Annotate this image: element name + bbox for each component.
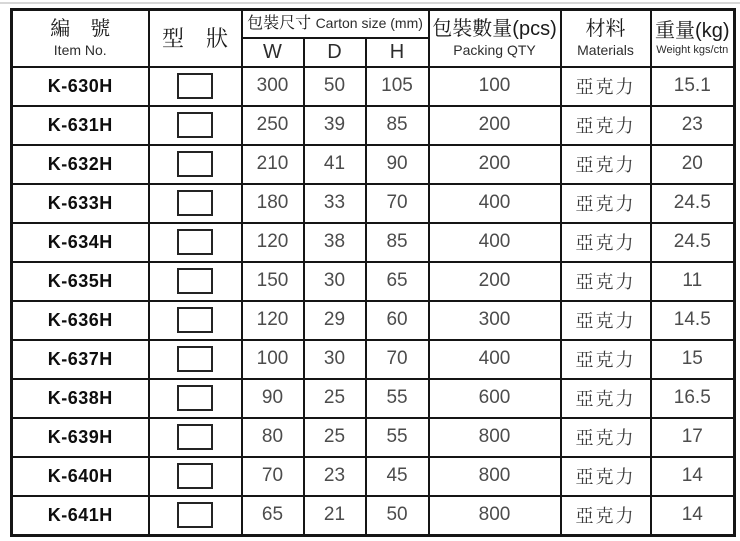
table-row [12,379,735,418]
carton-width-cell: 210 [242,145,304,184]
weight-cell: 14 [651,457,735,496]
rectangle-shape-icon [177,229,213,255]
packing-qty-cell: 400 [429,223,561,262]
carton-height-cell: 50 [366,496,429,536]
rectangle-shape-icon [177,268,213,294]
shape-cell [149,379,242,418]
table-row [12,340,735,379]
material-cell: 亞克力 [561,145,651,184]
shape-cell [149,418,242,457]
packing-qty-cell: 200 [429,145,561,184]
carton-height-cell: 55 [366,418,429,457]
rectangle-shape-icon [177,190,213,216]
packing-qty-cell: 400 [429,184,561,223]
shape-cell [149,496,242,536]
shape-cell [149,184,242,223]
col-header-materials-zh: 材料 [585,18,626,41]
col-header-item-no [12,10,149,67]
table-row [12,262,735,301]
col-header-packing-qty-zh: 包裝數量(pcs) [432,18,557,41]
packing-qty-cell: 400 [429,340,561,379]
item-no-cell: K-636H [12,301,149,340]
carton-width-cell: 150 [242,262,304,301]
carton-width-cell: 120 [242,301,304,340]
carton-depth-cell: 25 [304,418,366,457]
table-row [12,223,735,262]
carton-width-cell: 100 [242,340,304,379]
material-cell: 亞克力 [561,106,651,145]
col-header-shape-zh: 型 狀 [161,25,228,51]
col-header-weight-en: Weight kgs/ctn [656,43,729,56]
carton-depth-cell: 50 [304,67,366,106]
weight-cell: 15.1 [651,67,735,106]
col-header-weight-zh: 重量(kg) [655,19,730,42]
carton-height-cell: 85 [366,106,429,145]
carton-width-cell: 65 [242,496,304,536]
packing-qty-cell: 100 [429,67,561,106]
col-header-packing-qty [429,10,561,67]
weight-cell: 17 [651,418,735,457]
col-header-packing-qty-en: Packing QTY [453,42,536,59]
material-cell: 亞克力 [561,262,651,301]
packing-qty-cell: 800 [429,457,561,496]
item-no-cell: K-639H [12,418,149,457]
material-cell: 亞克力 [561,184,651,223]
col-header-width: W [242,38,304,67]
packing-qty-cell: 200 [429,106,561,145]
carton-width-cell: 90 [242,379,304,418]
col-header-materials [561,10,651,67]
material-cell: 亞克力 [561,67,651,106]
carton-depth-cell: 38 [304,223,366,262]
table-row [12,106,735,145]
item-no-cell: K-630H [12,67,149,106]
col-header-weight [651,10,735,67]
carton-height-cell: 60 [366,301,429,340]
shape-cell [149,301,242,340]
shape-cell [149,106,242,145]
weight-cell: 20 [651,145,735,184]
table-row [12,418,735,457]
shape-cell [149,340,242,379]
weight-cell: 14 [651,496,735,536]
item-no-cell: K-634H [12,223,149,262]
table-row [12,67,735,106]
shape-cell [149,457,242,496]
rectangle-shape-icon [177,463,213,489]
weight-cell: 24.5 [651,184,735,223]
carton-depth-cell: 29 [304,301,366,340]
carton-height-cell: 90 [366,145,429,184]
scan-artifact-line [0,2,740,4]
carton-width-cell: 250 [242,106,304,145]
packing-qty-cell: 800 [429,418,561,457]
carton-depth-cell: 30 [304,340,366,379]
material-cell: 亞克力 [561,301,651,340]
col-header-carton-zh: 包裝尺寸 [247,14,312,32]
shape-cell [149,223,242,262]
carton-width-cell: 80 [242,418,304,457]
packing-qty-cell: 200 [429,262,561,301]
carton-width-cell: 300 [242,67,304,106]
weight-cell: 11 [651,262,735,301]
col-header-item-no-en: Item No. [53,42,107,59]
carton-depth-cell: 25 [304,379,366,418]
packing-qty-cell: 300 [429,301,561,340]
carton-height-cell: 70 [366,184,429,223]
carton-depth-cell: 41 [304,145,366,184]
item-no-cell: K-641H [12,496,149,536]
item-no-cell: K-640H [12,457,149,496]
col-header-item-no-zh: 編 號 [50,18,111,41]
table-row [12,184,735,223]
rectangle-shape-icon [177,73,213,99]
rectangle-shape-icon [177,112,213,138]
carton-height-cell: 65 [366,262,429,301]
table-row [12,496,735,536]
carton-height-cell: 55 [366,379,429,418]
material-cell: 亞克力 [561,457,651,496]
col-header-depth: D [304,38,366,67]
col-header-height: H [366,38,429,67]
packing-qty-cell: 600 [429,379,561,418]
carton-height-cell: 45 [366,457,429,496]
material-cell: 亞克力 [561,340,651,379]
carton-height-cell: 85 [366,223,429,262]
product-spec-table [10,8,736,537]
carton-height-cell: 105 [366,67,429,106]
table-row [12,145,735,184]
weight-cell: 14.5 [651,301,735,340]
rectangle-shape-icon [177,307,213,333]
packing-qty-cell: 800 [429,496,561,536]
material-cell: 亞克力 [561,496,651,536]
carton-depth-cell: 39 [304,106,366,145]
rectangle-shape-icon [177,502,213,528]
carton-width-cell: 120 [242,223,304,262]
carton-depth-cell: 23 [304,457,366,496]
item-no-cell: K-631H [12,106,149,145]
rectangle-shape-icon [177,151,213,177]
weight-cell: 23 [651,106,735,145]
col-header-carton-en: Carton size (mm) [315,14,423,31]
carton-width-cell: 180 [242,184,304,223]
material-cell: 亞克力 [561,379,651,418]
carton-height-cell: 70 [366,340,429,379]
carton-depth-cell: 21 [304,496,366,536]
item-no-cell: K-635H [12,262,149,301]
weight-cell: 15 [651,340,735,379]
col-header-shape [149,10,242,67]
table-row [12,301,735,340]
carton-width-cell: 70 [242,457,304,496]
item-no-cell: K-632H [12,145,149,184]
material-cell: 亞克力 [561,418,651,457]
carton-depth-cell: 33 [304,184,366,223]
table-row [12,457,735,496]
rectangle-shape-icon [177,346,213,372]
item-no-cell: K-633H [12,184,149,223]
item-no-cell: K-638H [12,379,149,418]
carton-depth-cell: 30 [304,262,366,301]
shape-cell [149,262,242,301]
rectangle-shape-icon [177,385,213,411]
col-header-carton-size [242,10,429,38]
rectangle-shape-icon [177,424,213,450]
shape-cell [149,67,242,106]
material-cell: 亞克力 [561,223,651,262]
item-no-cell: K-637H [12,340,149,379]
weight-cell: 24.5 [651,223,735,262]
weight-cell: 16.5 [651,379,735,418]
shape-cell [149,145,242,184]
col-header-materials-en: Materials [577,42,634,59]
